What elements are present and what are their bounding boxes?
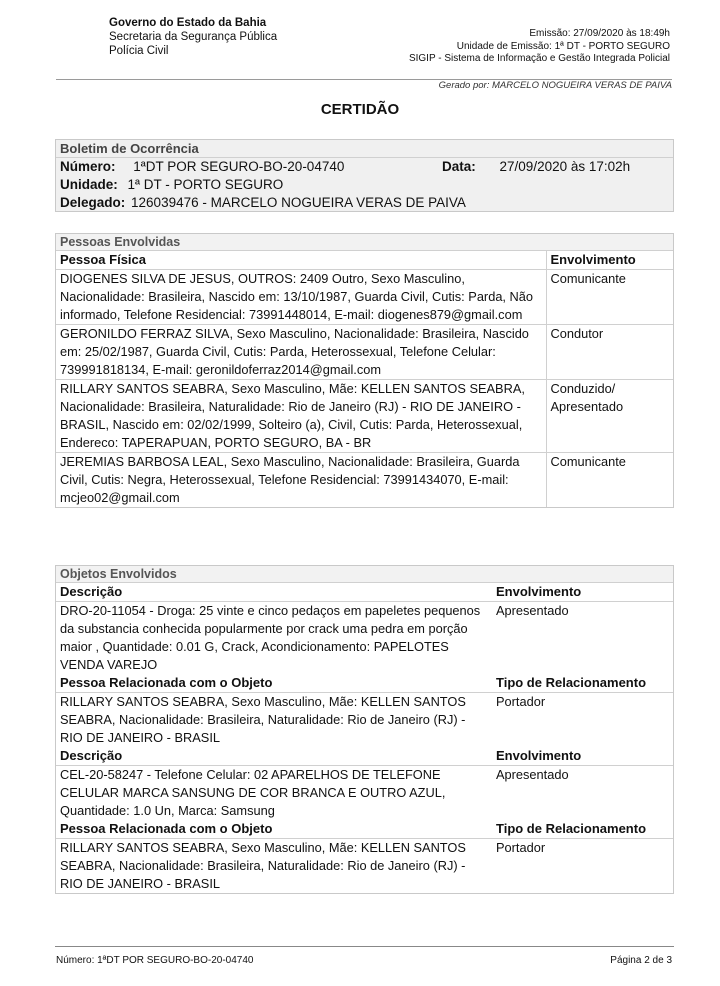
objeto-envolvimento: Apresentado bbox=[492, 766, 673, 821]
col-envolvimento: Envolvimento bbox=[496, 748, 582, 763]
col-envolvimento: Envolvimento bbox=[496, 584, 582, 599]
numero-value: 1ªDT POR SEGURO-BO-20-04740 bbox=[133, 159, 345, 174]
delegado-label: Delegado: bbox=[60, 195, 126, 210]
boletim-unidade-row bbox=[60, 176, 669, 194]
org-line-secretaria: Secretaria da Segurança Pública bbox=[109, 31, 278, 43]
pessoas-section-title: Pessoas Envolvidas bbox=[56, 234, 673, 251]
gerado-por: Gerado por: MARCELO NOGUEIRA VERAS DE PAIVA bbox=[438, 80, 672, 91]
objeto-header-row bbox=[56, 747, 673, 766]
footer-divider bbox=[55, 946, 674, 947]
objetos-section-title: Objetos Envolvidos bbox=[56, 566, 673, 583]
table-row bbox=[56, 602, 673, 675]
pessoas-table bbox=[56, 251, 673, 507]
pessoa-envolvimento: Comunicante bbox=[546, 453, 673, 508]
pessoa-desc: DIOGENES SILVA DE JESUS, OUTROS: 2409 Outro, Sexo Masculino, Nacionalidade: Brasileira, Nascido em: 13/10/1987, Guarda Civil, Cutis: Parda, Não informado, Telefone Residencial: 73991448014, E-mail: diogenes879@gmail.com bbox=[56, 270, 546, 325]
boletim-data bbox=[442, 158, 630, 176]
col-descricao: Descrição bbox=[60, 584, 123, 599]
objetos-section bbox=[55, 565, 674, 894]
objeto-tipo: Portador bbox=[492, 693, 673, 748]
page-number: Página 2 de 3 bbox=[610, 955, 672, 966]
pessoa-rel-header-row bbox=[56, 674, 673, 693]
pessoa-rel-header-row bbox=[56, 820, 673, 839]
objetos-table bbox=[56, 583, 673, 893]
unidade-emissao: Unidade de Emissão: 1ª DT - PORTO SEGURO bbox=[456, 40, 670, 52]
table-row bbox=[56, 693, 673, 748]
delegado-value: 126039476 - MARCELO NOGUEIRA VERAS DE PAIVA bbox=[131, 195, 466, 210]
org-header bbox=[109, 16, 277, 58]
col-envolvimento: Envolvimento bbox=[546, 251, 673, 270]
objeto-pessoa: RILLARY SANTOS SEABRA, Sexo Masculino, Mãe: KELLEN SANTOS SEABRA, Nacionalidade: Brasileira, Naturalidade: Rio de Janeiro (RJ) - RIO DE JANEIRO - BRASIL bbox=[56, 839, 492, 894]
table-row bbox=[56, 839, 673, 894]
pessoa-envolvimento: Conduzido/ Apresentado bbox=[546, 380, 673, 453]
table-row bbox=[56, 766, 673, 821]
pessoas-section bbox=[55, 233, 674, 508]
org-line-policia: Polícia Civil bbox=[109, 45, 169, 57]
table-row bbox=[56, 380, 673, 453]
col-descricao: Descrição bbox=[60, 748, 123, 763]
table-row bbox=[56, 270, 673, 325]
objeto-desc: DRO-20-11054 - Droga: 25 vinte e cinco pedaços em papeletes pequenos da substancia conhecida popularmente por crack uma pedra em porção maior , Quantidade: 0.01 G, Crack, Acondicionamento: PAPELOTES VENDA VAREJO bbox=[56, 602, 492, 675]
data-value: 27/09/2020 às 17:02h bbox=[499, 159, 631, 174]
col-pessoa-relacionada: Pessoa Relacionada com o Objeto bbox=[60, 675, 273, 690]
col-pessoa-fisica: Pessoa Física bbox=[60, 252, 146, 267]
emissao-date: Emissão: 27/09/2020 às 18:49h bbox=[529, 28, 670, 39]
sistema-name: SIGIP - Sistema de Informação e Gestão Integrada Policial bbox=[408, 53, 670, 64]
pessoa-envolvimento: Condutor bbox=[546, 325, 673, 380]
page-title: CERTIDÃO bbox=[320, 101, 400, 118]
table-row bbox=[56, 453, 673, 508]
pessoa-desc: GERONILDO FERRAZ SILVA, Sexo Masculino, Nacionalidade: Brasileira, Nascido em: 25/02/1987, Guarda Civil, Cutis: Parda, Heterossexual, Telefone Celular: 739991818134, E-mail: geronildoferraz2014@gmail.com bbox=[56, 325, 546, 380]
data-label: Data: bbox=[442, 159, 476, 174]
emission-info bbox=[409, 28, 670, 66]
objeto-tipo: Portador bbox=[492, 839, 673, 894]
objeto-envolvimento: Apresentado bbox=[492, 602, 673, 675]
unidade-label: Unidade: bbox=[60, 177, 118, 192]
boletim-numero-row bbox=[60, 158, 669, 176]
col-pessoa-relacionada: Pessoa Relacionada com o Objeto bbox=[60, 821, 273, 836]
numero-label: Número: bbox=[60, 159, 116, 174]
objeto-pessoa: RILLARY SANTOS SEABRA, Sexo Masculino, Mãe: KELLEN SANTOS SEABRA, Nacionalidade: Brasileira, Naturalidade: Rio de Janeiro (RJ) - RIO DE JANEIRO - BRASIL bbox=[56, 693, 492, 748]
unidade-value: 1ª DT - PORTO SEGURO bbox=[127, 177, 284, 192]
objeto-header-row bbox=[56, 583, 673, 602]
col-tipo-relacionamento: Tipo de Relacionamento bbox=[496, 675, 647, 690]
boletim-section-title: Boletim de Ocorrência bbox=[56, 140, 673, 158]
table-row bbox=[56, 325, 673, 380]
pessoa-envolvimento: Comunicante bbox=[546, 270, 673, 325]
objeto-desc: CEL-20-58247 - Telefone Celular: 02 APARELHOS DE TELEFONE CELULAR MARCA SANSUNG DE COR BRANCA E OUTRO AZUL, Quantidade: 1.0 Un, Marca: Samsung bbox=[56, 766, 492, 821]
boletim-section bbox=[55, 139, 674, 212]
pessoas-header-row bbox=[56, 251, 673, 270]
pessoa-desc: JEREMIAS BARBOSA LEAL, Sexo Masculino, Nacionalidade: Brasileira, Guarda Civil, Cutis: Negra, Heterossexual, Telefone Residencial: 73991434070, E-mail: mcjeo02@gmail.com bbox=[56, 453, 546, 508]
boletim-delegado-row bbox=[60, 194, 669, 212]
org-line-governo: Governo do Estado da Bahia bbox=[109, 17, 267, 29]
footer-numero: Número: 1ªDT POR SEGURO-BO-20-04740 bbox=[56, 955, 254, 966]
col-tipo-relacionamento: Tipo de Relacionamento bbox=[496, 821, 647, 836]
pessoa-desc: RILLARY SANTOS SEABRA, Sexo Masculino, Mãe: KELLEN SANTOS SEABRA, Nacionalidade: Brasileira, Naturalidade: Rio de Janeiro (RJ) - RIO DE JANEIRO - BRASIL, Nascido em: 02/02/1999, Solteiro (a), Civil, Cutis: Parda, Heterossexual, Endereco: TAPERAPUAN, PORTO SEGURO, BA - BR bbox=[56, 380, 546, 453]
